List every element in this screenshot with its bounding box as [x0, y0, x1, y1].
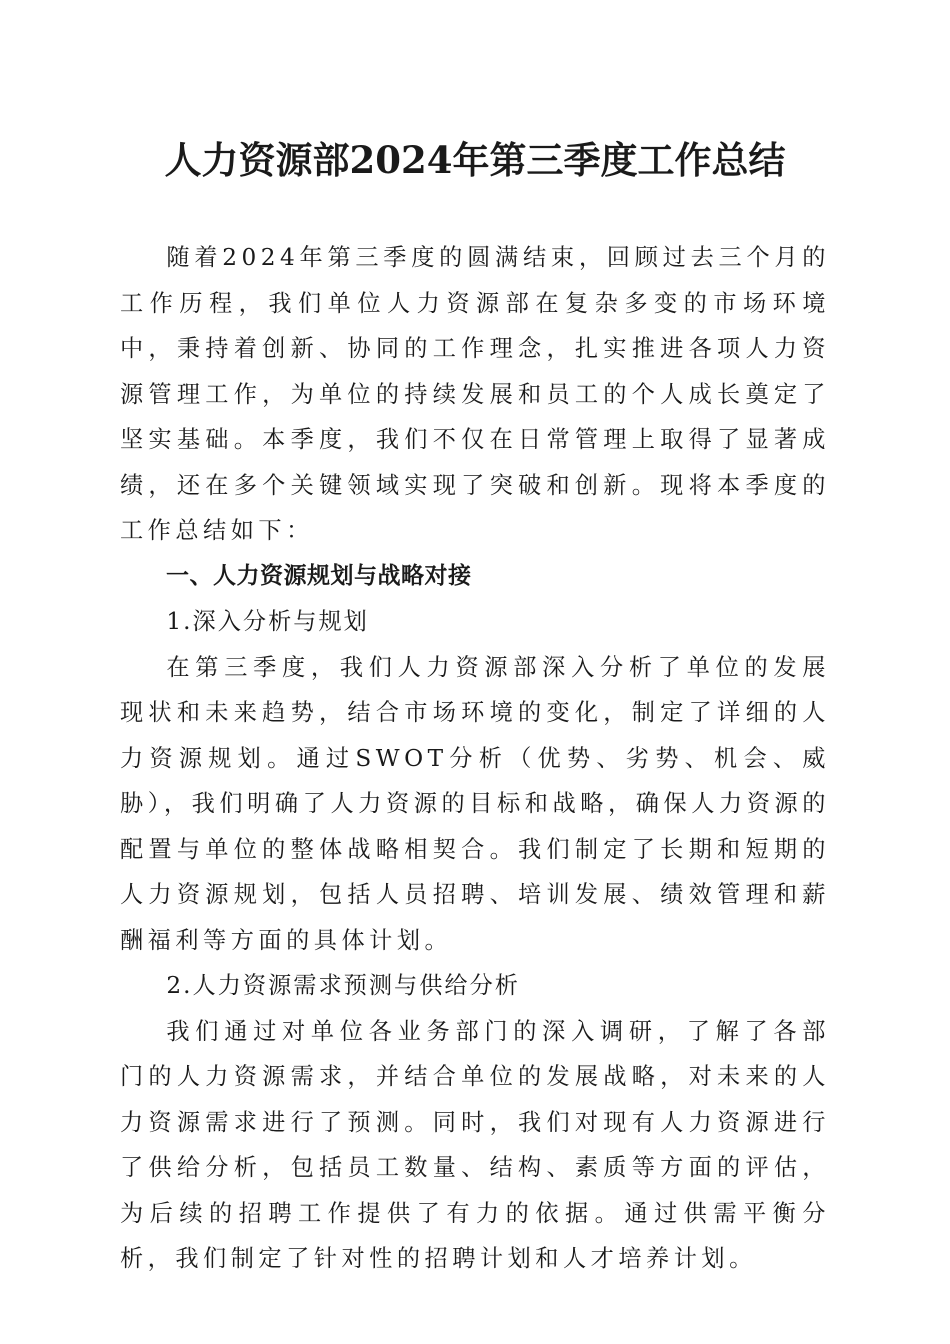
intro-paragraph: 随着2024年第三季度的圆满结束，回顾过去三个月的工作历程，我们单位人力资源部在复杂多变的市场环境中，秉持着创新、协同的工作理念，扎实推进各项人力资源管理工作，为单位的持续发展和员工的个人成长奠定了坚实基础。本季度，我们不仅在日常管理上取得了显著成绩，还在多个关键领域实现了突破和创新。现将本季度的工作总结如下：: [120, 244, 830, 544]
section-heading: 一、人力资源规划与战略对接: [166, 562, 472, 589]
subsection-heading: 2.人力资源需求预测与供给分析: [166, 972, 520, 999]
body-paragraph: 在第三季度，我们人力资源部深入分析了单位的发展现状和未来趋势，结合市场环境的变化，制定了详细的人力资源规划。通过SWOT分析（优势、劣势、机会、威胁），我们明确了人力资源的目标和战略，确保人力资源的配置与单位的整体战略相契合。我们制定了长期和短期的人力资源规划，包括人员招聘、培训发展、绩效管理和薪酬福利等方面的具体计划。: [120, 653, 830, 954]
document-page: [120, 130, 830, 1282]
document-title: 人力资源部2024年第三季度工作总结: [164, 138, 786, 182]
body-paragraph: 我们通过对单位各业务部门的深入调研，了解了各部门的人力资源需求，并结合单位的发展战略，对未来的人力资源需求进行了预测。同时，我们对现有人力资源进行了供给分析，包括员工数量、结构、素质等方面的评估，为后续的招聘工作提供了有力的依据。通过供需平衡分析，我们制定了针对性的招聘计划和人才培养计划。: [120, 1017, 830, 1272]
subsection-heading: 1.深入分析与规划: [166, 608, 369, 635]
